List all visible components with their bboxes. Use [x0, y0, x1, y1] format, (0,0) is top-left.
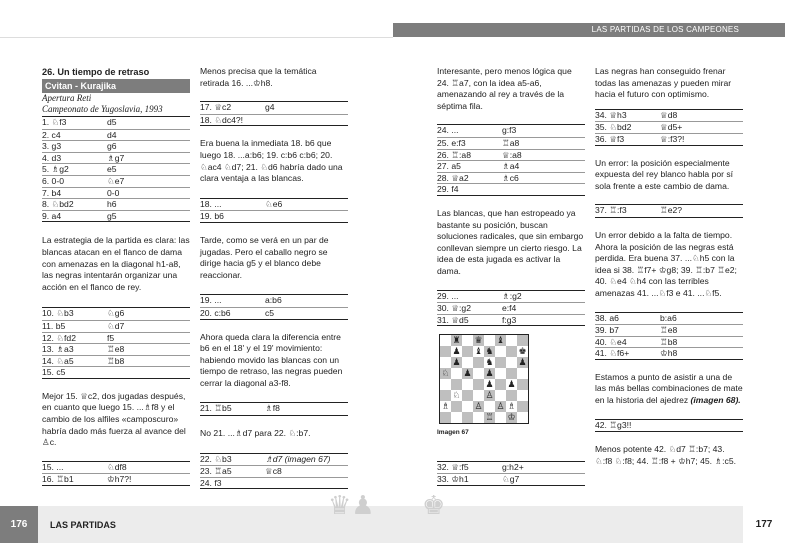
moves-block	[200, 453, 348, 490]
black-move: g6	[107, 141, 117, 152]
move-row	[42, 163, 190, 175]
chess-piece-icon: ♟	[452, 346, 461, 357]
black-move: ♖e2?	[660, 205, 683, 216]
black-move: ♕c8	[265, 466, 282, 477]
board-square	[495, 412, 506, 423]
board-square	[462, 357, 473, 368]
chess-diagram	[439, 334, 529, 424]
move-row	[595, 205, 743, 217]
chess-piece-icon: ♟	[485, 379, 494, 390]
chess-piece-icon: ♟	[452, 357, 461, 368]
white-move: 25. e:f3	[437, 137, 466, 148]
move-row	[42, 187, 190, 199]
move-row	[200, 454, 348, 466]
board-square	[506, 390, 517, 401]
column-2	[200, 66, 348, 497]
chess-piece-icon: ♗	[507, 401, 516, 412]
board-square	[495, 357, 506, 368]
move-row	[595, 347, 743, 359]
chess-piece-icon: ♛	[474, 335, 483, 346]
move-row	[42, 140, 190, 152]
black-move: ♗:g2	[502, 290, 522, 301]
commentary: Menos potente 42. ♘d7 ♖:b7; 43. ♘:f8 ♘:f8; 44. ♖:f8 + ♔h7; 45. ♗:c5.	[595, 444, 736, 466]
white-move: 15. ...	[42, 461, 64, 472]
board-square	[440, 390, 451, 401]
black-move: ♘g7	[502, 474, 520, 485]
image-reference: (imagen 68).	[690, 395, 741, 406]
moves-block	[595, 204, 743, 218]
commentary: Ahora queda clara la diferencia entre b6 en el 18' y el 19' movimiento: habiendo movido las blancas con un tiempo de retraso, las negras pueden cerrar la diagonal a3-f8.	[200, 331, 343, 388]
black-move: ♔h7?!	[107, 474, 132, 485]
black-move: ♘e7	[107, 175, 125, 186]
board-square	[462, 346, 473, 357]
white-move: 1. ♘f3	[42, 117, 67, 127]
black-move: ♘df8	[107, 461, 127, 472]
black-move: 0-0	[107, 187, 120, 198]
commentary	[595, 372, 743, 407]
white-move: 21. ♖b5	[200, 403, 232, 414]
white-move: 29. ...	[437, 290, 459, 301]
chess-piece-icon: ♘	[441, 368, 450, 379]
board-square	[517, 390, 528, 401]
white-move: 18. ...	[200, 198, 222, 209]
move-row	[42, 473, 190, 485]
moves-block	[595, 312, 743, 360]
chess-piece-icon: ♙	[485, 390, 494, 401]
commentary: Tarde, como se verá en un par de jugadas. Pero el caballo negro se dirige hacia g5 y el blanco debe reaccionar.	[200, 234, 329, 280]
chess-piece-icon: ♟	[518, 357, 527, 368]
board-square	[440, 357, 451, 368]
black-move: ♘d7	[107, 320, 125, 331]
white-move: 7. b4	[42, 187, 62, 198]
moves-block	[200, 294, 348, 319]
moves-block	[200, 198, 348, 223]
white-move: 10. ♘b3	[42, 308, 74, 319]
black-move: ♕d8	[660, 109, 678, 120]
commentary: Las negras han conseguido frenar todas las amenazas y pueden mirar hacia el futuro con optimismo.	[595, 66, 732, 100]
white-move: 8. ♘bd2	[42, 199, 74, 210]
black-move: ♕:f3?!	[660, 133, 685, 144]
board-square	[506, 335, 517, 346]
black-move: g:f3	[502, 125, 517, 136]
board-square	[440, 412, 451, 423]
black-move: ♗c6	[502, 172, 519, 183]
black-move: ♕:a8	[502, 149, 522, 160]
board-square	[473, 357, 484, 368]
board-square	[451, 401, 462, 412]
moves-block	[595, 109, 743, 146]
moves-block	[595, 419, 743, 433]
move-row	[42, 198, 190, 210]
black-move: ♔h8	[660, 348, 678, 359]
running-title: LAS PARTIDAS DE LOS CAMPEONES	[591, 25, 739, 34]
white-move: 38. a6	[595, 312, 619, 323]
black-move: g4	[265, 102, 275, 113]
move-row	[200, 465, 348, 477]
move-row	[200, 295, 348, 307]
white-move: 41. ♘f6+	[595, 348, 630, 359]
commentary: Mejor 15. ♕c2, dos jugadas después, en cuanto que luego 15. ...♗f8 y el cambio de los alfiles «camposcuro» habría dado más fuerza al avance del ♙c.	[42, 390, 186, 448]
white-move: 3. g3	[42, 141, 62, 152]
commentary-text: Estamos a punto de asistir a una de las más bellas combinaciones de mate en la historia del ajedrez	[595, 371, 743, 406]
board-square	[451, 379, 462, 390]
moves-block	[200, 402, 348, 416]
move-row	[437, 160, 585, 172]
chess-piece-icon: ♖	[485, 412, 494, 423]
black-move: ♖a8	[502, 137, 520, 148]
commentary: No 21. ...♗d7 para 22. ♘:b7.	[200, 428, 311, 439]
board-square	[462, 401, 473, 412]
move-row	[42, 366, 190, 378]
white-move: 36. ♕f3	[595, 133, 625, 144]
move-row	[42, 210, 190, 222]
white-move: 23. ♖a5	[200, 466, 232, 477]
white-move: 18. ♘dc4?!	[200, 114, 244, 125]
event-name: Campeonato de Yugoslavia, 1993	[42, 104, 163, 114]
black-move: h6	[107, 199, 117, 210]
header-rule	[0, 37, 393, 38]
moves-block	[42, 307, 190, 379]
white-move: 37. ♖:f3	[595, 205, 627, 216]
black-move	[107, 367, 190, 378]
black-move: ♖e8	[660, 325, 678, 336]
chess-piece-icon: ♗	[441, 401, 450, 412]
black-move: ♗d7 (imagen 67)	[265, 453, 331, 464]
move-row	[200, 102, 348, 114]
black-move: e5	[107, 164, 117, 175]
black-move: f5	[107, 332, 115, 343]
move-row	[42, 117, 190, 129]
board-square	[506, 368, 517, 379]
move-row	[595, 420, 743, 432]
black-move: ♗f8	[265, 403, 280, 414]
white-move: 27. a5	[437, 161, 461, 172]
black-move: g5	[107, 210, 117, 221]
black-move	[265, 115, 348, 126]
black-move: ♖b8	[107, 355, 125, 366]
header-bar	[393, 23, 785, 37]
white-move: 28. ♕a2	[437, 172, 469, 183]
move-row	[200, 477, 348, 489]
board-square	[440, 335, 451, 346]
moves-block	[437, 461, 585, 486]
move-row	[437, 137, 585, 149]
white-move: 12. ♘fd2	[42, 332, 76, 343]
chess-piece-icon: ♔	[507, 412, 516, 423]
move-row	[42, 152, 190, 164]
column-4	[595, 66, 743, 475]
black-move: d4	[107, 129, 117, 140]
page-number-right: 177	[743, 506, 785, 543]
chess-piece-icon: ♟	[507, 379, 516, 390]
board-square	[495, 390, 506, 401]
move-row	[42, 332, 190, 344]
board-square	[473, 390, 484, 401]
board-square	[517, 412, 528, 423]
move-row	[200, 307, 348, 319]
board-square	[517, 368, 528, 379]
board-square	[440, 379, 451, 390]
moves-block	[42, 461, 190, 486]
game-title: 26. Un tiempo de retraso	[42, 67, 150, 77]
white-move: 2. c4	[42, 129, 61, 140]
move-row	[42, 308, 190, 320]
commentary: Un error: la posición especialmente expuesta del rey blanco habla por sí sola frente a este cambio de dama.	[595, 157, 734, 191]
footer-band	[0, 506, 785, 543]
black-move: ♖e8	[107, 344, 125, 355]
moves-block	[200, 101, 348, 126]
white-move: 33. ♔h1	[437, 474, 469, 485]
chess-piece-icon: ♞	[485, 357, 494, 368]
black-move: ♖b8	[660, 336, 678, 347]
white-move: 30. ♕:g2	[437, 303, 471, 314]
white-move: 24. f3	[200, 477, 222, 488]
white-move: 34. ♕h3	[595, 109, 627, 120]
board-square	[462, 412, 473, 423]
board-square	[506, 357, 517, 368]
white-move: 31. ♕d5	[437, 314, 469, 325]
move-row	[200, 114, 348, 126]
black-move: d5	[107, 117, 117, 127]
white-move: 6. 0-0	[42, 175, 64, 186]
black-move	[660, 420, 743, 432]
chess-piece-icon: ♘	[452, 390, 461, 401]
black-move: ♗a4	[502, 161, 520, 172]
chess-piece-icon: ♜	[452, 335, 461, 346]
white-move: 5. ♗g2	[42, 164, 69, 175]
commentary: Un error debido a la falta de tiempo. Ahora la posición de las negras está perdida. Era buena 37. ...♘h5 con la idea si 38. ♖f7+ ♔g8; 39. ♖:b7 ♖e2; 40. ♘e4 ♘h4 con las terribles amenazas 41. ...♘f3 e 41. ...♘f5.	[595, 229, 737, 298]
black-move	[502, 184, 585, 195]
white-move: 17. ♕c2	[200, 102, 232, 113]
black-move	[265, 478, 348, 489]
move-row	[437, 149, 585, 161]
white-move: 20. c:b6	[200, 307, 231, 318]
chess-piece-icon: ♝	[496, 335, 505, 346]
move-row	[437, 183, 585, 195]
footer-title: LAS PARTIDAS	[50, 520, 116, 530]
move-row	[42, 462, 190, 474]
black-move: a:b6	[265, 295, 282, 306]
commentary: Interesante, pero menos lógica que 24. ♖a7, con la idea a5-a6, amenazando al rey a través de la séptima fila.	[437, 66, 572, 111]
white-move: 16. ♖b1	[42, 474, 74, 485]
diagram-caption: Imagen 67	[437, 429, 469, 437]
chess-piece-icon: ♟	[463, 368, 472, 379]
page-number-left: 176	[0, 506, 38, 543]
commentary: La estrategia de la partida es clara: las blancas atacan en el flanco de dama con amenazas en la diagonal h1-a8, las negras intentarán organizar una acción en el flanco de rey.	[42, 235, 190, 292]
board-square	[462, 335, 473, 346]
board-square	[495, 379, 506, 390]
chess-piece-icon: ♝	[474, 346, 483, 357]
move-row	[437, 125, 585, 137]
board-square	[462, 390, 473, 401]
white-move: 11. b5	[42, 320, 66, 331]
move-row	[595, 313, 743, 325]
board-square	[506, 346, 517, 357]
board-square	[451, 368, 462, 379]
black-move: ♘g6	[107, 308, 125, 319]
move-row	[595, 133, 743, 145]
white-move: 32. ♕:f5	[437, 461, 469, 472]
board-square	[473, 412, 484, 423]
move-row	[437, 302, 585, 314]
chess-piece-icon: ♟	[485, 368, 494, 379]
white-move: 14. ♘a5	[42, 355, 74, 366]
move-row	[42, 355, 190, 367]
white-move: 13. ♗a3	[42, 344, 74, 355]
move-row	[595, 336, 743, 348]
board-square	[517, 379, 528, 390]
moves-block	[437, 124, 585, 196]
white-move: 19. ...	[200, 295, 222, 306]
chess-piece-icon: ♙	[496, 401, 505, 412]
black-move: e:f4	[502, 303, 517, 314]
black-move: ♕d5+	[660, 122, 683, 133]
black-move: c5	[265, 307, 275, 318]
opening-name: Apertura Reti	[42, 93, 92, 103]
chess-piece-icon: ♚	[518, 346, 527, 357]
white-move: 24. ...	[437, 125, 459, 136]
black-move: g:h2+	[502, 461, 524, 472]
white-move: 39. b7	[595, 325, 619, 336]
move-row	[595, 324, 743, 336]
white-move: 19. b6	[200, 211, 224, 222]
move-row	[42, 129, 190, 141]
move-row	[200, 210, 348, 222]
black-move: f:g3	[502, 314, 517, 325]
black-move: ♗g7	[107, 152, 125, 163]
move-row	[595, 121, 743, 133]
move-row	[42, 320, 190, 332]
move-row	[437, 473, 585, 485]
move-row	[42, 175, 190, 187]
board-square	[484, 335, 495, 346]
chess-piece-icon: ♙	[474, 401, 483, 412]
board-square	[451, 412, 462, 423]
move-row	[437, 462, 585, 474]
board-square	[440, 346, 451, 357]
column-1	[42, 66, 190, 494]
move-row	[200, 403, 348, 415]
white-move: 9. a4	[42, 210, 62, 221]
move-row	[42, 343, 190, 355]
black-move: b:a6	[660, 312, 677, 323]
board-square	[495, 346, 506, 357]
move-row	[200, 199, 348, 211]
commentary: Menos precisa que la temática retirada 16. ...♔h8.	[200, 66, 317, 88]
moves-block	[437, 290, 585, 327]
black-move: ♘e6	[265, 198, 283, 209]
black-move	[265, 211, 348, 222]
board-square	[495, 368, 506, 379]
board-square	[462, 379, 473, 390]
move-row	[437, 314, 585, 326]
white-move: 15. c5	[42, 367, 66, 378]
move-row	[595, 110, 743, 122]
white-move: 42. ♖g3!!	[595, 419, 632, 430]
move-row	[437, 172, 585, 184]
white-move: 35. ♘bd2	[595, 122, 632, 133]
move-row	[437, 291, 585, 303]
moves-block	[42, 116, 190, 222]
commentary: Las blancas, que han estropeado ya bastante su posición, buscan soluciones radicales, que sin embargo conllevan siempre un cierto riesgo. La idea de esta jugada es activar la dama.	[437, 207, 584, 276]
chess-piece-icon: ♞	[485, 346, 494, 357]
board-square	[517, 335, 528, 346]
players-banner: Cvitan - Kurajika	[42, 79, 190, 93]
board-square	[473, 368, 484, 379]
white-move: 4. d3	[42, 152, 62, 163]
chess-king-decoration-icon: ♚	[422, 490, 446, 520]
board-square	[517, 401, 528, 412]
white-move: 26. ♖:a8	[437, 149, 471, 160]
chess-pieces-decoration-icon: ♛♟	[328, 490, 375, 520]
column-3	[437, 66, 585, 494]
white-move: 29. f4	[437, 184, 459, 195]
commentary: Era buena la inmediata 18. b6 que luego 18. ...a:b6; 19. c:b6 c:b6; 20. ♘ac4 ♘d7; 21. ♘d6 habría dado una clara ventaja a las blancas.	[200, 138, 343, 184]
white-move: 40. ♘e4	[595, 336, 627, 347]
white-move: 22. ♘b3	[200, 453, 232, 464]
board-square	[484, 401, 495, 412]
board-square	[473, 379, 484, 390]
